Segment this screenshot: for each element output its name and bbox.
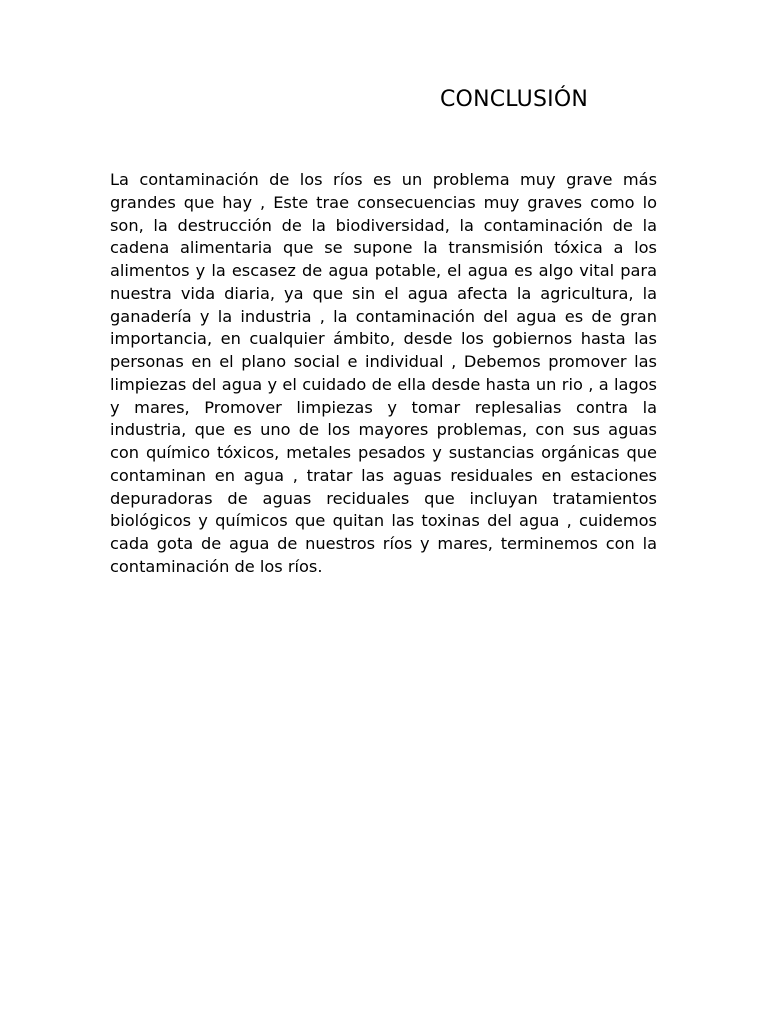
page-title: CONCLUSIÓN	[440, 87, 588, 112]
conclusion-paragraph: La contaminación de los ríos es un problema muy grave más grandes que hay , Este trae consecuencias muy graves como lo son, la destrucción de la biodiversidad, la contaminación de la cadena alimentaria que se supone la transmisión tóxica a los alimentos y la escasez de agua potable, el agua es algo vital para nuestra vida diaria, ya que sin el agua afecta la agricultura, la ganadería y la industria , la contaminación del agua es de gran importancia, en cualquier ámbito, desde los gobiernos hasta las personas en el plano social e individual , Debemos promover las limpiezas del agua y el cuidado de ella desde hasta un rio , a lagos y mares, Promover limpiezas y tomar replesalias contra la industria, que es uno de los mayores problemas, con sus aguas con químico tóxicos, metales pesados y sustancias orgánicas que contaminan en agua , tratar las aguas residuales en estaciones depuradoras de aguas reciduales que incluyan tratamientos biológicos y químicos que quitan las toxinas del agua , cuidemos cada gota de agua de nuestros ríos y mares, terminemos con la contaminación de los ríos.	[110, 170, 657, 576]
